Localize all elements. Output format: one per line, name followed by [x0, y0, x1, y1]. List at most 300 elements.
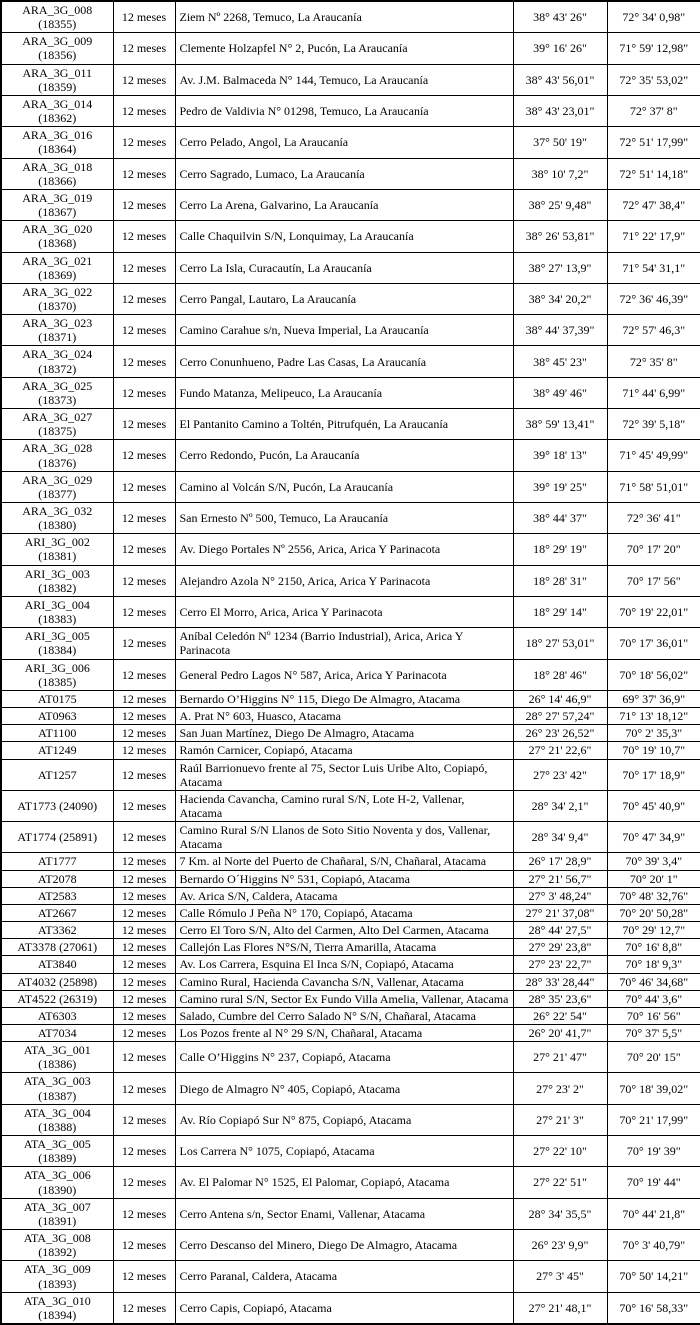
latitude-cell: 27° 21' 22,6"	[513, 742, 607, 759]
site-code-cell	[1, 503, 113, 534]
table-row	[1, 1136, 700, 1167]
table-row	[1, 659, 700, 690]
longitude-cell: 70° 17' 18,9"	[607, 759, 700, 790]
site-code: AT7034	[37, 1026, 77, 1040]
longitude-cell: 70° 18' 39,02"	[607, 1073, 700, 1104]
duration-cell: 12 meses	[113, 471, 175, 502]
site-code-id: (18362)	[38, 111, 77, 126]
duration-cell: 12 meses	[113, 315, 175, 346]
duration-cell: 12 meses	[113, 822, 175, 853]
duration-cell: 12 meses	[113, 1136, 175, 1167]
longitude-cell: 70° 18' 9,3"	[607, 956, 700, 973]
latitude-cell: 27° 22' 10"	[513, 1136, 607, 1167]
site-code: AT2078	[37, 871, 77, 886]
latitude-cell: 26° 23' 26,52"	[513, 725, 607, 742]
table-row	[1, 822, 700, 853]
longitude-cell: 71° 13' 18,12"	[607, 708, 700, 725]
site-code-cell	[1, 283, 113, 314]
latitude-cell: 26° 20' 41,7"	[513, 1025, 607, 1042]
site-code-cell	[1, 440, 113, 471]
site-code-cell	[1, 690, 113, 707]
address-cell: Av. Los Carrera, Esquina El Inca S/N, Copiapó, Atacama	[175, 956, 513, 973]
latitude-cell: 27° 21' 48,1"	[513, 1292, 607, 1324]
table-row	[1, 922, 700, 939]
table-row	[1, 1104, 700, 1135]
longitude-cell: 72° 51' 14,18"	[607, 158, 700, 189]
latitude-cell: 38° 26' 53,81"	[513, 221, 607, 252]
table-row	[1, 742, 700, 759]
latitude-cell: 26° 23' 9,9"	[513, 1230, 607, 1261]
latitude-cell: 27° 21' 37,08"	[513, 904, 607, 921]
longitude-cell: 71° 44' 6,99"	[607, 377, 700, 408]
table-row	[1, 283, 700, 314]
site-code-cell	[1, 158, 113, 189]
address-cell: Cerro Capis, Copiapó, Atacama	[175, 1292, 513, 1324]
longitude-cell: 71° 59' 12,98"	[607, 33, 700, 64]
address-cell: Cerro Descanso del Minero, Diego De Almagro, Atacama	[175, 1230, 513, 1261]
site-code-cell	[1, 904, 113, 921]
latitude-cell: 28° 44' 27,5"	[513, 922, 607, 939]
address-cell: Raúl Barrionuevo frente al 75, Sector Luis Uribe Alto, Copiapó, Atacama	[175, 759, 513, 790]
address-cell: A. Prat N° 603, Huasco, Atacama	[175, 708, 513, 725]
site-code: AT2667	[37, 905, 77, 920]
address-cell: Camino al Volcán S/N, Pucón, La Araucanía	[175, 471, 513, 502]
duration-cell: 12 meses	[113, 1292, 175, 1324]
site-code: ARA_3G_011	[22, 65, 93, 80]
table-row	[1, 64, 700, 95]
table-row	[1, 708, 700, 725]
longitude-cell: 70° 19' 44"	[607, 1167, 700, 1198]
address-cell: Cerro Antena s/n, Sector Enami, Vallenar, Atacama	[175, 1198, 513, 1229]
table-row	[1, 189, 700, 220]
longitude-cell: 70° 50' 14,21"	[607, 1261, 700, 1292]
table-row	[1, 471, 700, 502]
site-code-id: (18356)	[38, 48, 77, 63]
site-code-cell	[1, 742, 113, 759]
site-code-id: (18372)	[38, 361, 77, 376]
address-cell: Calle O’Higgins N° 237, Copiapó, Atacama	[175, 1042, 513, 1073]
site-code-cell	[1, 1073, 113, 1104]
address-cell: Fundo Matanza, Melipeuco, La Araucanía	[175, 377, 513, 408]
longitude-cell: 70° 47' 34,9"	[607, 822, 700, 853]
site-code-cell	[1, 33, 113, 64]
address-cell: Camino Rural S/N Llanos de Soto Sitio Noventa y dos, Vallenar, Atacama	[175, 822, 513, 853]
site-code: ARA_3G_032	[22, 504, 93, 518]
site-code-cell	[1, 315, 113, 346]
latitude-cell: 18° 28' 31"	[513, 565, 607, 596]
site-code-cell	[1, 990, 113, 1007]
longitude-cell: 70° 18' 56,02"	[607, 659, 700, 690]
address-cell: Calle Chaquilvin S/N, Lonquimay, La Araucanía	[175, 221, 513, 252]
latitude-cell: 28° 34' 35,5"	[513, 1198, 607, 1229]
address-cell: San Ernesto Nº 500, Temuco, La Araucanía	[175, 503, 513, 534]
site-code: AT0175	[37, 691, 77, 706]
table-row	[1, 956, 700, 973]
address-cell: Los Carrera N° 1075, Copiapó, Atacama	[175, 1136, 513, 1167]
site-code: ATA_3G_001	[23, 1043, 91, 1058]
longitude-cell: 70° 48' 32,76"	[607, 887, 700, 904]
latitude-cell: 39° 16' 26"	[513, 33, 607, 64]
site-code-cell	[1, 95, 113, 126]
address-cell: Cerro Pelado, Angol, La Araucanía	[175, 127, 513, 158]
duration-cell: 12 meses	[113, 853, 175, 870]
site-code-id: (18381)	[38, 549, 77, 564]
latitude-cell: 26° 22' 54"	[513, 1007, 607, 1024]
address-cell: Diego de Almagro N° 405, Copiapó, Atacama	[175, 1073, 513, 1104]
address-cell: Aníbal Celedón Nº 1234 (Barrio Industrial), Arica, Arica Y Parinacota	[175, 628, 513, 659]
table-row	[1, 1167, 700, 1198]
site-code-cell	[1, 221, 113, 252]
latitude-cell: 26° 17' 28,9"	[513, 853, 607, 870]
table-row	[1, 759, 700, 790]
site-code: ATA_3G_008	[23, 1231, 91, 1246]
table-row	[1, 628, 700, 659]
site-code-cell	[1, 1042, 113, 1073]
table-row	[1, 1025, 700, 1042]
site-code: AT1100	[38, 726, 77, 741]
duration-cell: 12 meses	[113, 1, 175, 33]
site-code-cell	[1, 565, 113, 596]
longitude-cell: 70° 44' 21,8"	[607, 1198, 700, 1229]
duration-cell: 12 meses	[113, 127, 175, 158]
longitude-cell: 72° 35' 53,02"	[607, 64, 700, 95]
duration-cell: 12 meses	[113, 33, 175, 64]
site-code-cell	[1, 790, 113, 821]
latitude-cell: 28° 33' 28,44"	[513, 973, 607, 990]
site-code: ARI_3G_002	[24, 535, 90, 550]
table-row	[1, 973, 700, 990]
table-row	[1, 790, 700, 821]
site-code-cell	[1, 189, 113, 220]
latitude-cell: 27° 23' 42"	[513, 759, 607, 790]
site-code: AT4032 (25898)	[17, 974, 98, 989]
longitude-cell: 71° 54' 31,1"	[607, 252, 700, 283]
site-code: ARA_3G_009	[22, 34, 93, 49]
duration-cell: 12 meses	[113, 1042, 175, 1073]
site-code: ARA_3G_014	[22, 96, 93, 111]
latitude-cell: 27° 21' 3"	[513, 1104, 607, 1135]
site-code: ATA_3G_004	[23, 1105, 91, 1120]
table-row	[1, 1230, 700, 1261]
latitude-cell: 27° 23' 2"	[513, 1073, 607, 1104]
table-row	[1, 377, 700, 408]
site-code: AT3362	[37, 923, 77, 938]
longitude-cell: 70° 19' 39"	[607, 1136, 700, 1167]
site-code-cell	[1, 1261, 113, 1292]
duration-cell: 12 meses	[113, 1025, 175, 1042]
site-code-id: (18390)	[38, 1182, 77, 1197]
site-code-cell	[1, 939, 113, 956]
site-code-cell	[1, 922, 113, 939]
site-code-cell	[1, 628, 113, 659]
address-cell: Ziem Nº 2268, Temuco, La Araucanía	[175, 1, 513, 33]
site-code-cell	[1, 1104, 113, 1135]
site-code: ARA_3G_008	[22, 3, 93, 17]
address-cell: Cerro La Isla, Curacautín, La Araucanía	[175, 252, 513, 283]
latitude-cell: 18° 29' 14"	[513, 596, 607, 627]
duration-cell: 12 meses	[113, 1230, 175, 1261]
duration-cell: 12 meses	[113, 409, 175, 440]
longitude-cell: 70° 39' 3,4"	[607, 853, 700, 870]
latitude-cell: 38° 44' 37"	[513, 503, 607, 534]
table-row	[1, 1, 700, 33]
longitude-cell: 70° 20' 1"	[607, 870, 700, 887]
latitude-cell: 38° 43' 26"	[513, 1, 607, 33]
site-code: ARA_3G_020	[22, 222, 93, 237]
address-cell: El Pantanito Camino a Toltén, Pitrufquén, La Araucanía	[175, 409, 513, 440]
longitude-cell: 70° 20' 50,28"	[607, 904, 700, 921]
table-row	[1, 127, 700, 158]
table-row	[1, 565, 700, 596]
table-row	[1, 725, 700, 742]
duration-cell: 12 meses	[113, 64, 175, 95]
latitude-cell: 27° 21' 56,7"	[513, 870, 607, 887]
site-code: ARA_3G_021	[22, 253, 93, 268]
site-code-id: (18367)	[38, 205, 77, 220]
duration-cell: 12 meses	[113, 1261, 175, 1292]
table-row	[1, 1073, 700, 1104]
longitude-cell: 72° 51' 17,99"	[607, 127, 700, 158]
latitude-cell: 38° 25' 9,48"	[513, 189, 607, 220]
longitude-cell: 71° 58' 51,01"	[607, 471, 700, 502]
table-row	[1, 409, 700, 440]
site-code-id: (18385)	[38, 674, 77, 689]
site-code-id: (18392)	[38, 1245, 77, 1260]
site-code-id: (18393)	[38, 1276, 77, 1291]
site-code: ARA_3G_025	[22, 378, 93, 393]
latitude-cell: 38° 27' 13,9"	[513, 252, 607, 283]
address-cell: Salado, Cumbre del Cerro Salado N° S/N, Chañaral, Atacama	[175, 1007, 513, 1024]
site-code: AT1774 (25891)	[17, 830, 98, 845]
latitude-cell: 28° 35' 23,6"	[513, 990, 607, 1007]
longitude-cell: 70° 37' 5,5"	[607, 1025, 700, 1042]
site-code-cell	[1, 409, 113, 440]
site-code: ARA_3G_019	[22, 190, 93, 205]
longitude-cell: 70° 17' 36,01"	[607, 628, 700, 659]
table-row	[1, 939, 700, 956]
site-table-body	[1, 1, 700, 1324]
longitude-cell: 69° 37' 36,9"	[607, 690, 700, 707]
table-row	[1, 887, 700, 904]
address-cell: Av. J.M. Balmaceda N° 144, Temuco, La Araucanía	[175, 64, 513, 95]
latitude-cell: 18° 28' 46"	[513, 659, 607, 690]
duration-cell: 12 meses	[113, 990, 175, 1007]
longitude-cell: 70° 3' 40,79"	[607, 1230, 700, 1261]
site-code-id: (18387)	[38, 1088, 77, 1103]
site-code-id: (18384)	[38, 643, 77, 658]
site-code-id: (18388)	[38, 1119, 77, 1134]
address-cell: 7 Km. al Norte del Puerto de Chañaral, S/N, Chañaral, Atacama	[175, 853, 513, 870]
duration-cell: 12 meses	[113, 596, 175, 627]
site-code-cell	[1, 64, 113, 95]
address-cell: Camino Rural, Hacienda Cavancha S/N, Vallenar, Atacama	[175, 973, 513, 990]
site-code-id: (18371)	[38, 330, 77, 345]
table-row	[1, 596, 700, 627]
table-row	[1, 1261, 700, 1292]
site-code-cell	[1, 708, 113, 725]
site-code: ARA_3G_023	[22, 316, 93, 331]
duration-cell: 12 meses	[113, 690, 175, 707]
address-cell: Cerro Redondo, Pucón, La Araucanía	[175, 440, 513, 471]
latitude-cell: 27° 21' 47"	[513, 1042, 607, 1073]
site-code-id: (18359)	[38, 79, 77, 94]
longitude-cell: 72° 36' 46,39"	[607, 283, 700, 314]
site-code-cell	[1, 534, 113, 565]
address-cell: Bernardo O’Higgins N° 115, Diego De Almagro, Atacama	[175, 690, 513, 707]
site-code-id: (18368)	[38, 236, 77, 251]
site-code-cell	[1, 471, 113, 502]
site-code: ARA_3G_028	[22, 441, 93, 456]
duration-cell: 12 meses	[113, 283, 175, 314]
address-cell: Cerro Sagrado, Lumaco, La Araucanía	[175, 158, 513, 189]
table-row	[1, 853, 700, 870]
table-row	[1, 1042, 700, 1073]
site-code-cell	[1, 1025, 113, 1042]
site-code-cell	[1, 127, 113, 158]
address-cell: Calle Rómulo J Peña N° 170, Copiapó, Atacama	[175, 904, 513, 921]
longitude-cell: 70° 19' 22,01"	[607, 596, 700, 627]
site-code-id: (18383)	[38, 612, 77, 627]
latitude-cell: 18° 27' 53,01"	[513, 628, 607, 659]
duration-cell: 12 meses	[113, 742, 175, 759]
longitude-cell: 70° 29' 12,7"	[607, 922, 700, 939]
latitude-cell: 27° 29' 23,8"	[513, 939, 607, 956]
site-code-id: (18376)	[38, 455, 77, 470]
latitude-cell: 27° 3' 48,24"	[513, 887, 607, 904]
latitude-cell: 39° 18' 13"	[513, 440, 607, 471]
duration-cell: 12 meses	[113, 95, 175, 126]
latitude-cell: 38° 44' 37,39"	[513, 315, 607, 346]
site-code-cell	[1, 1292, 113, 1324]
site-code-cell	[1, 1, 113, 33]
site-code: ATA_3G_003	[23, 1074, 91, 1089]
latitude-cell: 38° 43' 56,01"	[513, 64, 607, 95]
duration-cell: 12 meses	[113, 725, 175, 742]
site-code: AT1773 (24090)	[17, 798, 98, 813]
longitude-cell: 70° 21' 17,99"	[607, 1104, 700, 1135]
longitude-cell: 70° 2' 35,3"	[607, 725, 700, 742]
site-code: AT6303	[37, 1008, 77, 1023]
latitude-cell: 18° 29' 19"	[513, 534, 607, 565]
duration-cell: 12 meses	[113, 1198, 175, 1229]
duration-cell: 12 meses	[113, 440, 175, 471]
site-code-cell	[1, 853, 113, 870]
site-code-id: (18355)	[38, 17, 77, 32]
address-cell: General Pedro Lagos N° 587, Arica, Arica Y Parinacota	[175, 659, 513, 690]
duration-cell: 12 meses	[113, 887, 175, 904]
longitude-cell: 72° 57' 46,3"	[607, 315, 700, 346]
duration-cell: 12 meses	[113, 189, 175, 220]
latitude-cell: 37° 50' 19"	[513, 127, 607, 158]
duration-cell: 12 meses	[113, 534, 175, 565]
address-cell: Cerro El Morro, Arica, Arica Y Parinacota	[175, 596, 513, 627]
longitude-cell: 70° 19' 10,7"	[607, 742, 700, 759]
site-code: AT1249	[37, 743, 77, 758]
address-cell: Av. Diego Portales Nº 2556, Arica, Arica Y Parinacota	[175, 534, 513, 565]
site-code: AT4522 (26319)	[17, 991, 98, 1006]
longitude-cell: 70° 17' 20"	[607, 534, 700, 565]
site-code: AT0963	[37, 709, 77, 724]
duration-cell: 12 meses	[113, 956, 175, 973]
latitude-cell: 26° 14' 46,9"	[513, 690, 607, 707]
site-code-cell	[1, 725, 113, 742]
latitude-cell: 38° 34' 20,2"	[513, 283, 607, 314]
longitude-cell: 70° 44' 3,6"	[607, 990, 700, 1007]
site-code-cell	[1, 887, 113, 904]
longitude-cell: 70° 20' 15"	[607, 1042, 700, 1073]
duration-cell: 12 meses	[113, 904, 175, 921]
site-code: ARA_3G_024	[22, 347, 93, 362]
longitude-cell: 72° 36' 41"	[607, 503, 700, 534]
latitude-cell: 38° 43' 23,01"	[513, 95, 607, 126]
latitude-cell: 38° 59' 13,41"	[513, 409, 607, 440]
address-cell: Alejandro Azola N° 2150, Arica, Arica Y Parinacota	[175, 565, 513, 596]
duration-cell: 12 meses	[113, 973, 175, 990]
latitude-cell: 39° 19' 25"	[513, 471, 607, 502]
site-code-id: (18386)	[38, 1057, 77, 1072]
duration-cell: 12 meses	[113, 659, 175, 690]
site-code: AT3378 (27061)	[17, 940, 98, 955]
site-code-cell	[1, 1167, 113, 1198]
site-code: AT3840	[37, 957, 77, 972]
site-code-cell	[1, 596, 113, 627]
table-row	[1, 221, 700, 252]
site-code: AT2583	[37, 888, 77, 903]
site-code: ARI_3G_003	[24, 566, 90, 581]
site-code: ARI_3G_004	[24, 597, 90, 612]
duration-cell: 12 meses	[113, 708, 175, 725]
address-cell: Clemente Holzapfel N° 2, Pucón, La Araucanía	[175, 33, 513, 64]
table-row	[1, 95, 700, 126]
site-code: ATA_3G_005	[23, 1137, 91, 1152]
longitude-cell: 70° 46' 34,68"	[607, 973, 700, 990]
site-code: ARA_3G_029	[22, 472, 93, 487]
site-code-cell	[1, 1198, 113, 1229]
address-cell: Cerro Pangal, Lautaro, La Araucanía	[175, 283, 513, 314]
site-code-id: (18364)	[38, 142, 77, 157]
site-code: ARI_3G_006	[24, 660, 90, 675]
address-cell: Los Pozos frente al N° 29 S/N, Chañaral, Atacama	[175, 1025, 513, 1042]
duration-cell: 12 meses	[113, 377, 175, 408]
latitude-cell: 27° 3' 45"	[513, 1261, 607, 1292]
duration-cell: 12 meses	[113, 158, 175, 189]
longitude-cell: 70° 16' 56"	[607, 1007, 700, 1024]
site-code: AT1257	[37, 767, 77, 782]
site-code-id: (18370)	[38, 298, 77, 313]
table-row	[1, 904, 700, 921]
latitude-cell: 28° 27' 57,24"	[513, 708, 607, 725]
table-row	[1, 33, 700, 64]
longitude-cell: 71° 45' 49,99"	[607, 440, 700, 471]
table-row	[1, 990, 700, 1007]
duration-cell: 12 meses	[113, 870, 175, 887]
latitude-cell: 38° 10' 7,2"	[513, 158, 607, 189]
latitude-cell: 28° 34' 9,4"	[513, 822, 607, 853]
site-code-id: (18366)	[38, 173, 77, 188]
table-row	[1, 1292, 700, 1324]
duration-cell: 12 meses	[113, 939, 175, 956]
address-cell: Ramón Carnicer, Copiapó, Atacama	[175, 742, 513, 759]
site-code-cell	[1, 1230, 113, 1261]
site-code: AT1777	[37, 854, 77, 869]
address-cell: Bernardo O´Higgins N° 531, Copiapó, Atacama	[175, 870, 513, 887]
duration-cell: 12 meses	[113, 1104, 175, 1135]
site-code-id: (18394)	[38, 1307, 77, 1322]
site-code-cell	[1, 1007, 113, 1024]
latitude-cell: 27° 23' 22,7"	[513, 956, 607, 973]
site-code-cell	[1, 956, 113, 973]
address-cell: Callejón Las Flores N°S/N, Tierra Amarilla, Atacama	[175, 939, 513, 956]
